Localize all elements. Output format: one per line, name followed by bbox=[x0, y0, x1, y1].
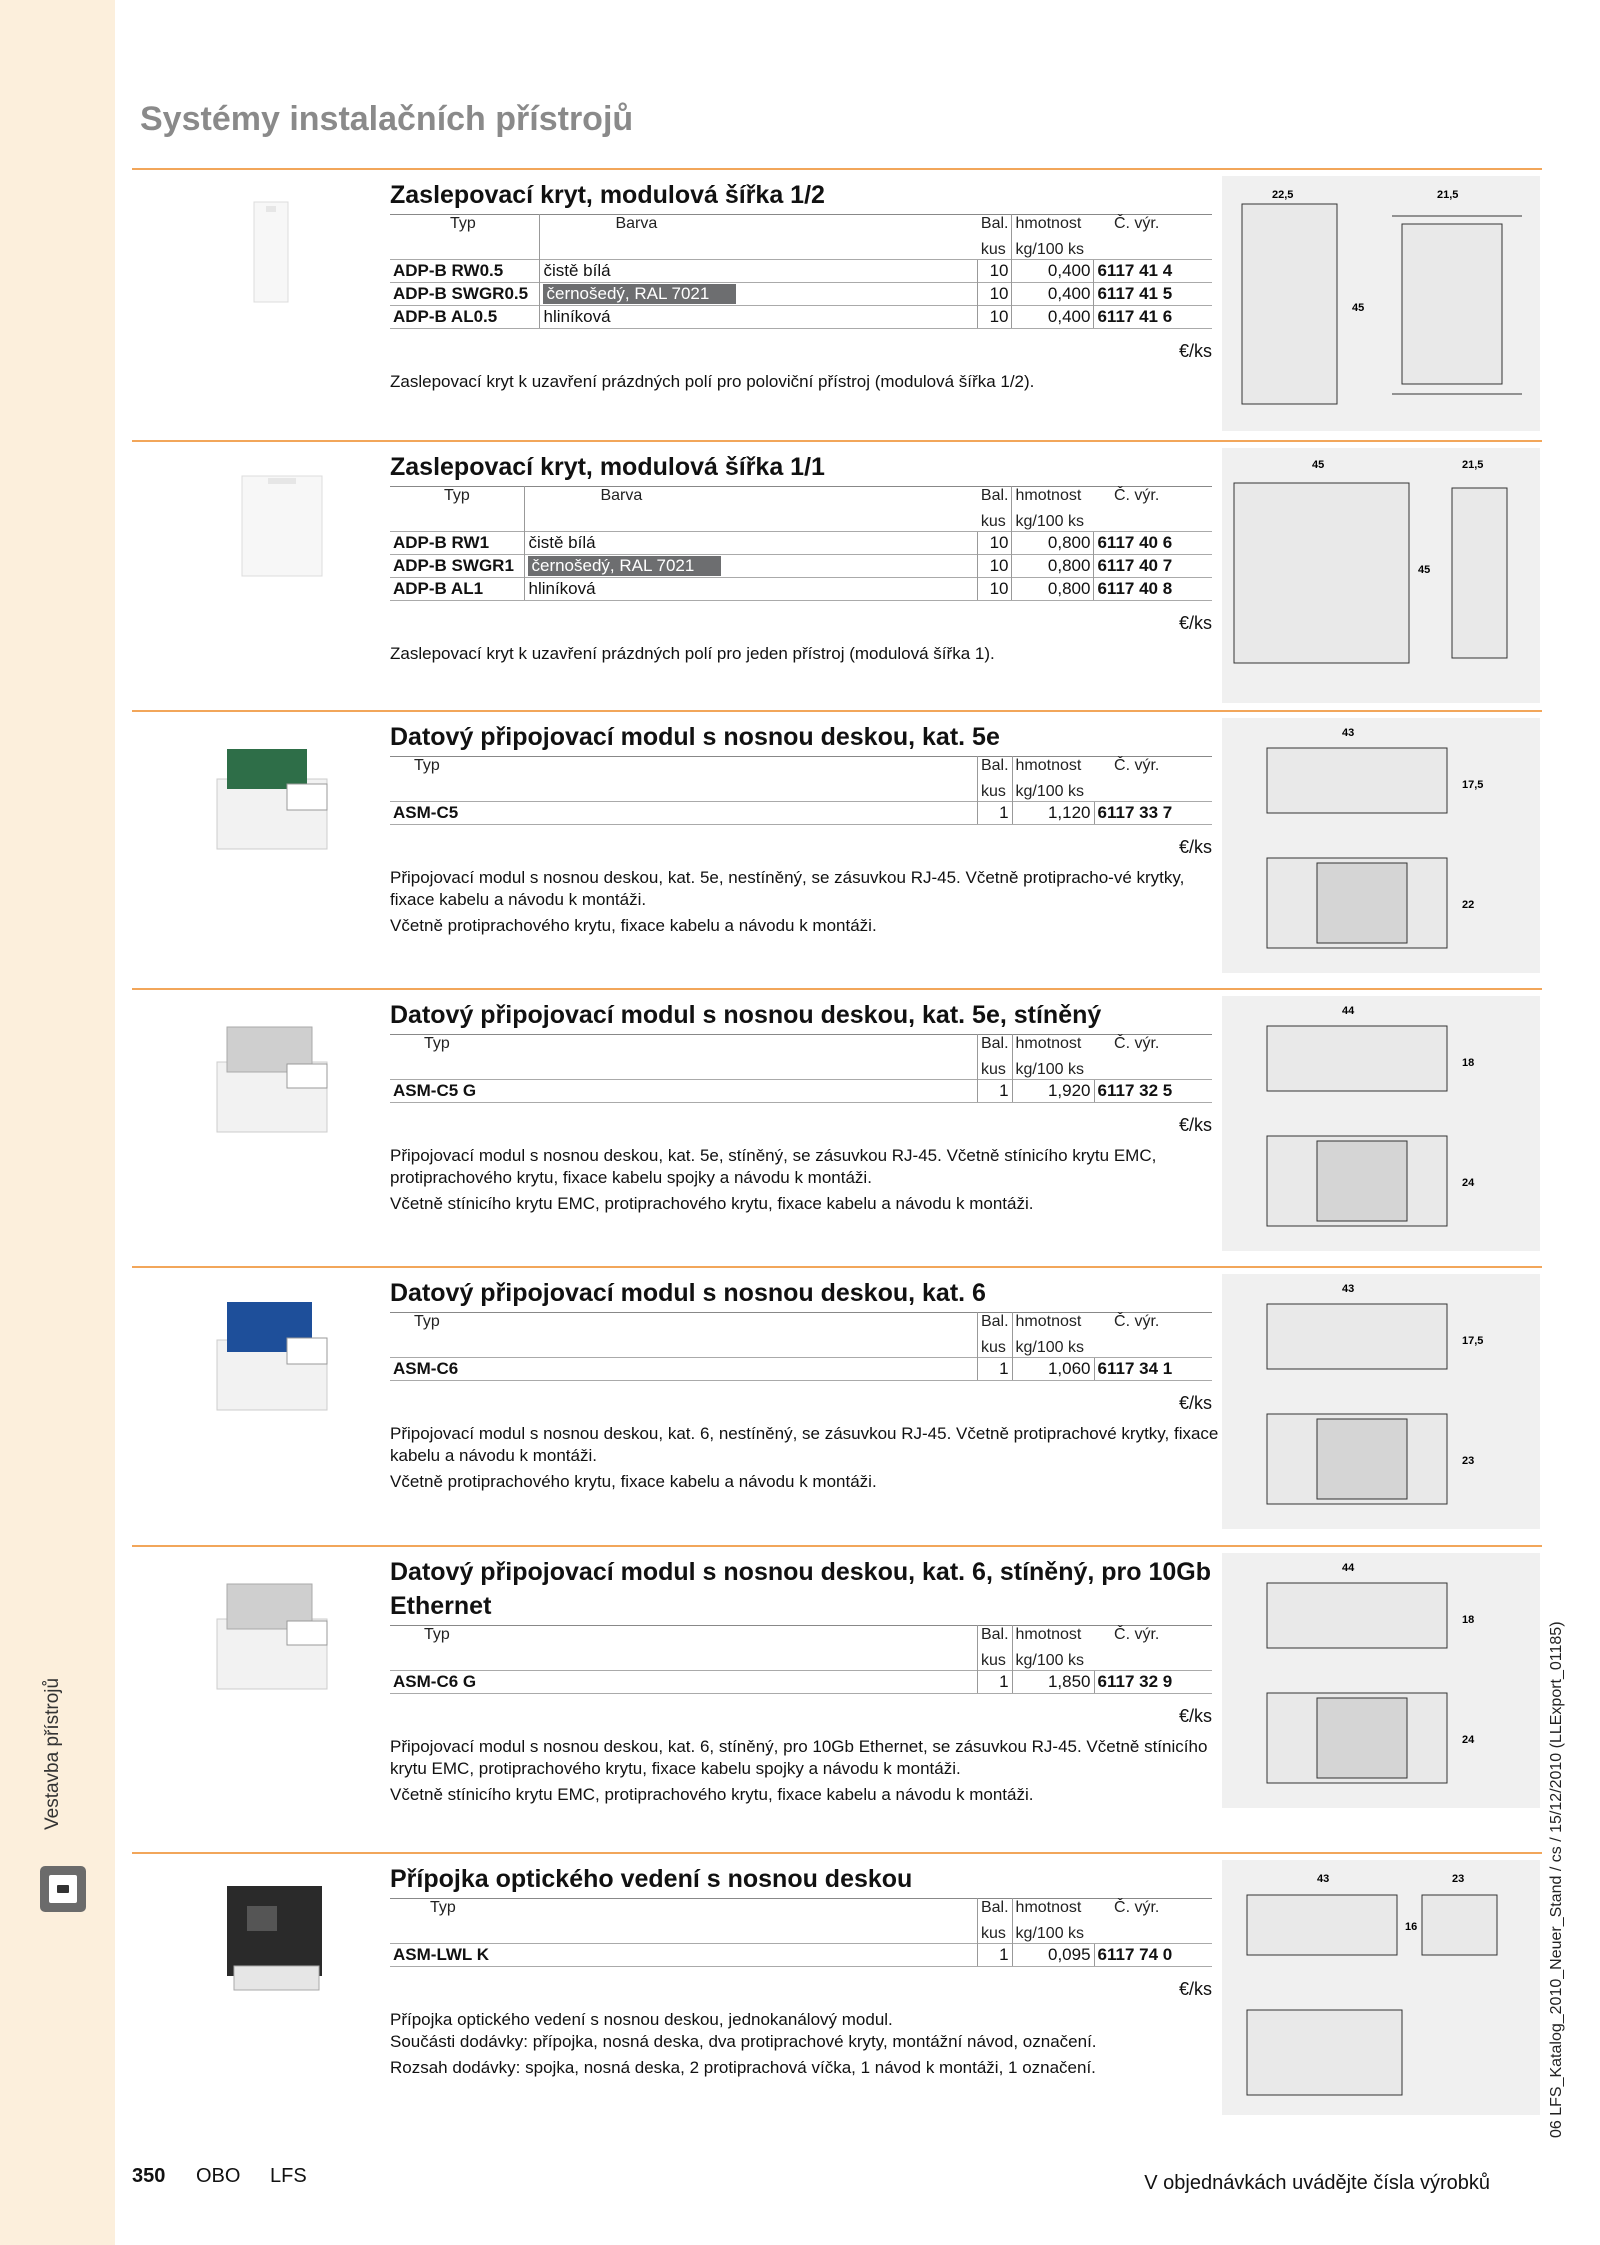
description-text: Připojovací modul s nosnou deskou, kat. 6, nestíněný, se zásuvkou RJ-45. Včetně protiprachové krytky, fixace kabelu a návodu k montáži. bbox=[390, 1424, 1219, 1465]
dim-label: 44 bbox=[1342, 1562, 1355, 1574]
dimension-drawing bbox=[1222, 1860, 1540, 2115]
side-section-label: Vestavba přístrojů bbox=[42, 1677, 63, 1830]
col-bal: Bal. bbox=[980, 215, 1009, 232]
product-title: Datový připojovací modul s nosnou deskou, kat. 5e bbox=[390, 723, 1000, 751]
dim-label: 44 bbox=[1342, 1005, 1355, 1017]
technical-drawing bbox=[1222, 1553, 1540, 1808]
col-typ: Typ bbox=[424, 1626, 450, 1643]
product-section bbox=[132, 1545, 1542, 1850]
col-hmotnost: hmotnost bbox=[1012, 215, 1094, 238]
color-swatch-label: černošedý, RAL 7021 bbox=[528, 556, 721, 576]
dim-label: 22 bbox=[1462, 899, 1475, 911]
cell-barva bbox=[525, 555, 978, 578]
product-title: Přípojka optického vedení s nosnou deskou bbox=[390, 1865, 913, 1893]
col-hmotnost: hmotnost bbox=[1012, 1626, 1094, 1649]
price-unit: €/ks bbox=[1178, 1979, 1212, 1999]
table-row bbox=[390, 1358, 1212, 1381]
cell-hmotnost: 0,800 bbox=[1012, 555, 1094, 578]
col-bal: Bal. bbox=[977, 1035, 1012, 1058]
product-title: Zaslepovací kryt, modulová šířka 1/2 bbox=[390, 181, 825, 209]
unit-kg: kg/100 ks bbox=[1012, 237, 1094, 260]
cell-bal: 10 bbox=[978, 283, 1012, 306]
cell-typ: ASM-C5 bbox=[390, 802, 977, 825]
table-row bbox=[390, 555, 1212, 578]
cell-bal: 10 bbox=[978, 306, 1012, 329]
col-barva: Barva bbox=[540, 215, 978, 238]
cell-bal: 1 bbox=[977, 1671, 1012, 1694]
cell-hmotnost: 0,800 bbox=[1012, 578, 1094, 601]
col-bal: Bal. bbox=[977, 1626, 1012, 1649]
description-text: Včetně protiprachového krytu, fixace kabelu a návodu k montáži. bbox=[390, 1472, 877, 1491]
col-cvyr: Č. výr. bbox=[1113, 215, 1160, 232]
dim-label: 16 bbox=[1405, 1921, 1418, 1933]
cell-bal: 10 bbox=[978, 532, 1012, 555]
product-description bbox=[390, 1145, 1220, 1215]
description-text: Rozsah dodávky: spojka, nosná deska, 2 protiprachová víčka, 1 návod k montáži, 1 označení. bbox=[390, 2058, 1096, 2077]
col-bal: Bal. bbox=[977, 1313, 1012, 1336]
cell-cvyr: 6117 33 7 bbox=[1094, 802, 1212, 825]
unit-kus: kus bbox=[977, 779, 1012, 802]
dim-label: 18 bbox=[1462, 1614, 1475, 1626]
document-reference: 06 LFS_Katalog_2010_Neuer_Stand / cs / 15/12/2010 (LLExport_01185) bbox=[1548, 1621, 1565, 2138]
dim-label: 43 bbox=[1342, 1283, 1355, 1295]
col-typ: Typ bbox=[444, 487, 470, 504]
price-unit: €/ks bbox=[1178, 1115, 1212, 1135]
table-row bbox=[390, 306, 1212, 329]
price-unit: €/ks bbox=[1178, 1393, 1212, 1413]
cell-hmotnost: 1,920 bbox=[1012, 1080, 1094, 1103]
table-row bbox=[390, 1671, 1212, 1694]
col-typ: Typ bbox=[414, 757, 440, 774]
cell-hmotnost: 0,400 bbox=[1012, 283, 1094, 306]
col-cvyr: Č. výr. bbox=[1113, 487, 1160, 504]
price-unit: €/ks bbox=[1178, 837, 1212, 857]
dim-label: 45 bbox=[1352, 302, 1365, 314]
cell-typ: ASM-C6 G bbox=[390, 1671, 977, 1694]
dim-label: 23 bbox=[1452, 1873, 1465, 1885]
dimension-drawing bbox=[1222, 1274, 1540, 1529]
product-table bbox=[390, 1312, 1212, 1381]
product-table bbox=[390, 1034, 1212, 1103]
page-number: 350 bbox=[132, 2165, 166, 2187]
product-table bbox=[390, 214, 1212, 329]
cell-cvyr: 6117 41 6 bbox=[1094, 306, 1212, 329]
dimension-drawing bbox=[1222, 996, 1540, 1251]
product-title: Datový připojovací modul s nosnou deskou, kat. 5e, stíněný bbox=[390, 1001, 1102, 1029]
cell-cvyr: 6117 40 8 bbox=[1094, 578, 1212, 601]
product-description bbox=[390, 371, 1220, 393]
description-text: Připojovací modul s nosnou deskou, kat. 6, stíněný, pro 10Gb Ethernet, se zásuvkou RJ-45. Včetně stínicího krytu EMC, protiprachového krytu, fixace kabelu spojky a návodu k montáži. bbox=[390, 1737, 1208, 1778]
unit-kg: kg/100 ks bbox=[1012, 1921, 1094, 1944]
product-section bbox=[132, 988, 1542, 1263]
technical-drawing bbox=[1222, 718, 1540, 973]
unit-kg: kg/100 ks bbox=[1012, 1057, 1094, 1080]
col-typ: Typ bbox=[450, 215, 476, 232]
description-text: Přípojka optického vedení s nosnou deskou, jednokanálový modul. bbox=[390, 2010, 893, 2029]
table-row bbox=[390, 260, 1212, 283]
page-title: Systémy instalačních přístrojů bbox=[140, 100, 634, 138]
cell-barva bbox=[540, 283, 978, 306]
color-swatch-label: čistě bílá bbox=[528, 533, 596, 552]
col-hmotnost: hmotnost bbox=[1012, 487, 1094, 510]
dimension-drawing bbox=[1222, 448, 1540, 703]
product-title: Datový připojovací modul s nosnou deskou, kat. 6, stíněný, pro 10Gb Ethernet bbox=[390, 1558, 1211, 1620]
product-section bbox=[132, 168, 1542, 438]
cell-typ: ADP-B AL0.5 bbox=[390, 306, 540, 329]
cell-bal: 10 bbox=[978, 578, 1012, 601]
description-text: Zaslepovací kryt k uzavření prázdných polí pro jeden přístroj (modulová šířka 1). bbox=[390, 644, 995, 663]
technical-drawing bbox=[1222, 1860, 1540, 2115]
description-text: Připojovací modul s nosnou deskou, kat. 5e, stíněný, se zásuvkou RJ-45. Včetně stínicího krytu EMC, protiprachového krytu, fixace kabelu spojky a návodu k montáži. bbox=[390, 1146, 1157, 1187]
cell-bal: 1 bbox=[977, 1080, 1012, 1103]
brand-sub-label: LFS bbox=[270, 2165, 307, 2187]
product-title: Datový připojovací modul s nosnou deskou, kat. 6 bbox=[390, 1279, 986, 1307]
cell-barva bbox=[525, 578, 978, 601]
price-unit: €/ks bbox=[1178, 341, 1212, 361]
dim-label: 21,5 bbox=[1462, 459, 1484, 471]
dim-label: 45 bbox=[1418, 564, 1431, 576]
description-text: Včetně stínicího krytu EMC, protiprachového krytu, fixace kabelu a návodu k montáži. bbox=[390, 1194, 1034, 1213]
col-hmotnost: hmotnost bbox=[1012, 757, 1094, 780]
unit-kg: kg/100 ks bbox=[1012, 1335, 1094, 1358]
dim-label: 23 bbox=[1462, 1455, 1475, 1467]
cell-bal: 1 bbox=[977, 1944, 1012, 1967]
col-cvyr: Č. výr. bbox=[1114, 757, 1160, 774]
unit-kg: kg/100 ks bbox=[1012, 1648, 1094, 1671]
price-unit: €/ks bbox=[1178, 613, 1212, 633]
product-description bbox=[390, 1736, 1220, 1806]
cell-hmotnost: 1,850 bbox=[1012, 1671, 1094, 1694]
cell-cvyr: 6117 32 5 bbox=[1094, 1080, 1212, 1103]
unit-kus: kus bbox=[977, 1335, 1012, 1358]
brand-label: OBO bbox=[196, 2165, 241, 2187]
product-table bbox=[390, 486, 1212, 601]
cell-bal: 1 bbox=[977, 802, 1012, 825]
cell-cvyr: 6117 41 4 bbox=[1094, 260, 1212, 283]
cell-typ: ADP-B SWGR1 bbox=[390, 555, 525, 578]
col-typ: Typ bbox=[414, 1313, 440, 1330]
description-text: Včetně protiprachového krytu, fixace kabelu a návodu k montáži. bbox=[390, 916, 877, 935]
cell-barva bbox=[540, 260, 978, 283]
product-description bbox=[390, 1423, 1220, 1493]
cell-hmotnost: 1,060 bbox=[1012, 1358, 1094, 1381]
dim-label: 45 bbox=[1312, 459, 1325, 471]
dim-label: 24 bbox=[1462, 1734, 1475, 1746]
cell-cvyr: 6117 41 5 bbox=[1094, 283, 1212, 306]
product-table bbox=[390, 1625, 1212, 1694]
product-section bbox=[132, 710, 1542, 985]
product-photo-data-module-cat5e bbox=[172, 724, 372, 874]
unit-kus: kus bbox=[977, 1057, 1012, 1080]
cell-bal: 1 bbox=[977, 1358, 1012, 1381]
technical-drawing bbox=[1222, 996, 1540, 1251]
dim-label: 43 bbox=[1317, 1873, 1330, 1885]
product-description bbox=[390, 2009, 1220, 2079]
cell-typ: ASM-C5 G bbox=[390, 1080, 977, 1103]
color-swatch-label: hliníková bbox=[528, 579, 596, 598]
col-typ: Typ bbox=[424, 1035, 450, 1052]
col-bal: Bal. bbox=[977, 757, 1012, 780]
dim-label: 18 bbox=[1462, 1057, 1475, 1069]
dimension-drawing bbox=[1222, 1553, 1540, 1808]
col-hmotnost: hmotnost bbox=[1012, 1035, 1094, 1058]
product-description bbox=[390, 643, 1220, 665]
technical-drawing bbox=[1222, 1274, 1540, 1529]
cell-bal: 10 bbox=[978, 260, 1012, 283]
col-cvyr: Č. výr. bbox=[1114, 1899, 1160, 1916]
cell-cvyr: 6117 32 9 bbox=[1094, 1671, 1212, 1694]
unit-kg: kg/100 ks bbox=[1012, 509, 1094, 532]
technical-drawing bbox=[1222, 448, 1540, 703]
table-row bbox=[390, 802, 1212, 825]
cell-barva bbox=[525, 532, 978, 555]
cell-typ: ADP-B AL1 bbox=[390, 578, 525, 601]
cell-cvyr: 6117 40 6 bbox=[1094, 532, 1212, 555]
cell-hmotnost: 0,800 bbox=[1012, 532, 1094, 555]
cell-bal: 10 bbox=[978, 555, 1012, 578]
dim-label: 17,5 bbox=[1462, 779, 1484, 791]
cell-cvyr: 6117 40 7 bbox=[1094, 555, 1212, 578]
product-table bbox=[390, 1898, 1212, 1967]
cell-hmotnost: 1,120 bbox=[1012, 802, 1094, 825]
dim-label: 43 bbox=[1342, 727, 1355, 739]
col-bal: Bal. bbox=[977, 1899, 1012, 1922]
col-cvyr: Č. výr. bbox=[1114, 1626, 1160, 1643]
description-text: Součásti dodávky: přípojka, nosná deska, dva protiprachové kryty, montážní návod, označení. bbox=[390, 2032, 1097, 2051]
dimension-drawing bbox=[1222, 718, 1540, 973]
unit-kg: kg/100 ks bbox=[1012, 779, 1094, 802]
unit-kus: kus bbox=[980, 241, 1006, 258]
product-photo-data-module-cat6 bbox=[172, 1280, 372, 1430]
col-hmotnost: hmotnost bbox=[1012, 1899, 1094, 1922]
table-row bbox=[390, 1080, 1212, 1103]
description-text: Včetně stínicího krytu EMC, protiprachového krytu, fixace kabelu a návodu k montáži. bbox=[390, 1785, 1034, 1804]
unit-kus: kus bbox=[977, 1921, 1012, 1944]
col-cvyr: Č. výr. bbox=[1114, 1035, 1160, 1052]
unit-kus: kus bbox=[977, 1648, 1012, 1671]
cell-typ: ASM-LWL K bbox=[390, 1944, 977, 1967]
technical-drawing bbox=[1222, 176, 1540, 431]
cell-hmotnost: 0,400 bbox=[1012, 260, 1094, 283]
col-barva: Barva bbox=[525, 487, 978, 510]
cell-cvyr: 6117 34 1 bbox=[1094, 1358, 1212, 1381]
table-row bbox=[390, 283, 1212, 306]
description-text: Připojovací modul s nosnou deskou, kat. 5e, nestíněný, se zásuvkou RJ-45. Včetně protipracho-vé krytky, fixace kabelu a návodu k montáži. bbox=[390, 868, 1185, 909]
col-cvyr: Č. výr. bbox=[1114, 1313, 1160, 1330]
col-bal: Bal. bbox=[980, 487, 1009, 504]
dim-label: 21,5 bbox=[1437, 189, 1459, 201]
cell-typ: ADP-B SWGR0.5 bbox=[390, 283, 540, 306]
socket-icon bbox=[40, 1866, 86, 1912]
dimension-drawing bbox=[1222, 176, 1540, 431]
col-hmotnost: hmotnost bbox=[1012, 1313, 1094, 1336]
col-typ: Typ bbox=[430, 1899, 456, 1916]
cell-cvyr: 6117 74 0 bbox=[1094, 1944, 1212, 1967]
cell-typ: ADP-B RW0.5 bbox=[390, 260, 540, 283]
product-table bbox=[390, 756, 1212, 825]
table-row bbox=[390, 578, 1212, 601]
product-section bbox=[132, 1852, 1542, 2137]
color-swatch-label: hliníková bbox=[543, 307, 611, 326]
product-photo-data-module-cat5e-shielded bbox=[172, 1002, 372, 1152]
dim-label: 17,5 bbox=[1462, 1335, 1484, 1347]
product-section bbox=[132, 440, 1542, 710]
product-photo-blank-cover-half bbox=[172, 182, 372, 332]
product-description bbox=[390, 867, 1220, 937]
cell-typ: ADP-B RW1 bbox=[390, 532, 525, 555]
description-text: Zaslepovací kryt k uzavření prázdných polí pro poloviční přístroj (modulová šířka 1/2). bbox=[390, 372, 1035, 391]
color-swatch-label: černošedý, RAL 7021 bbox=[543, 284, 736, 304]
product-section bbox=[132, 1266, 1542, 1541]
table-row bbox=[390, 1944, 1212, 1967]
cell-typ: ASM-C6 bbox=[390, 1358, 977, 1381]
price-unit: €/ks bbox=[1178, 1706, 1212, 1726]
table-row bbox=[390, 532, 1212, 555]
product-photo-fiber-optic-connector bbox=[172, 1866, 372, 2016]
cell-hmotnost: 0,095 bbox=[1012, 1944, 1094, 1967]
dim-label: 22,5 bbox=[1272, 189, 1294, 201]
color-swatch-label: čistě bílá bbox=[543, 261, 733, 281]
product-title: Zaslepovací kryt, modulová šířka 1/1 bbox=[390, 453, 825, 481]
dim-label: 24 bbox=[1462, 1177, 1475, 1189]
cell-barva bbox=[540, 306, 978, 329]
order-note: V objednávkách uvádějte čísla výrobků bbox=[1144, 2172, 1490, 2194]
product-photo-blank-cover-full bbox=[172, 454, 372, 604]
unit-kus: kus bbox=[980, 513, 1006, 530]
product-photo-data-module-cat6-shielded-10gb bbox=[172, 1559, 372, 1709]
cell-hmotnost: 0,400 bbox=[1012, 306, 1094, 329]
